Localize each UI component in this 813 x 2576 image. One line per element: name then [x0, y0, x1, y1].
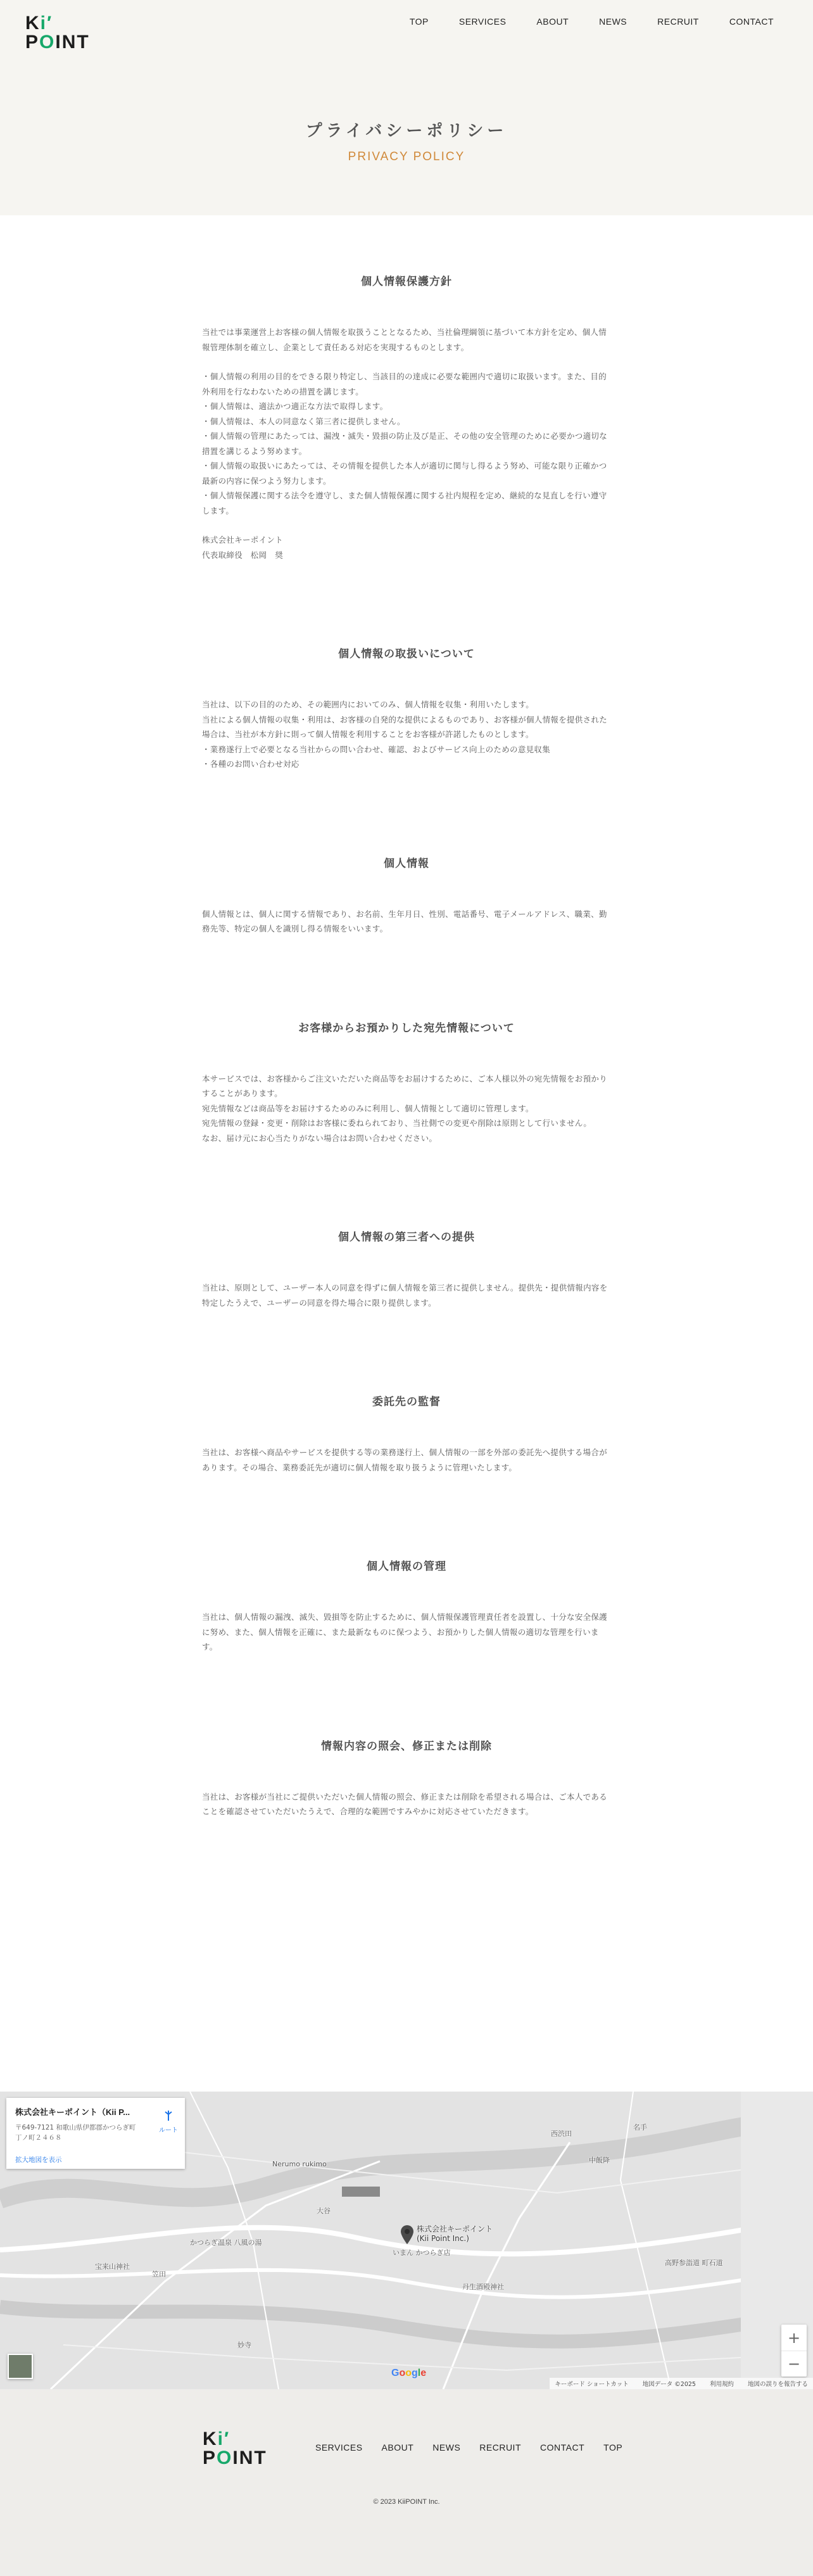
site-header [0, 0, 813, 215]
nav-link-recruit[interactable]: RECRUIT [657, 16, 699, 27]
site-footer [0, 2389, 813, 2576]
nav-link-contact[interactable]: CONTACT [729, 16, 774, 27]
map-satellite-toggle[interactable] [8, 2354, 33, 2379]
map-label: Nerumo rukimo [272, 2160, 327, 2168]
nav-link-services[interactable]: SERVICES [458, 16, 507, 27]
map-label: 大谷 [317, 2207, 331, 2215]
map-zoom-out-button[interactable]: − [781, 2351, 807, 2377]
map-attribution-bar [550, 2378, 813, 2389]
map-marker-label: 株式会社キーポイント (Kii Point Inc.) [417, 2225, 493, 2243]
section-paragraph: 当社では事業運営上お客様の個人情報を取扱うこととなるため、当社倫理綱領に基づいて本方針を定め、個人情報管理体制を確立し、企業として責任ある対応を実現するものとします。 [202, 327, 607, 352]
footer-link-recruit[interactable]: RECRUIT [479, 2442, 522, 2453]
nav-link-news[interactable]: NEWS [599, 16, 627, 27]
section-heading: 情報内容の照会、修正または削除 [321, 1739, 492, 1753]
footer-link-news[interactable]: NEWS [432, 2442, 461, 2453]
map-label: いまん かつらぎ店 [393, 2249, 451, 2257]
map-label: 名手 [633, 2123, 647, 2131]
section-heading: 個人情報の取扱いについて [338, 648, 475, 660]
section-paragraph: 個人情報とは、個人に関する情報であり、お名前、生年月日、性別、電話番号、電子メールアドレス、職業、勤務先等、特定の個人を識別し得る情報をいいます。 [202, 909, 607, 933]
section-paragraph: 当社は、お客様が当社にご提供いただいた個人情報の照会、修正または削除を希望される場合は、ご本人であることを確認させていただいたうえで、合理的な範囲ですみやかに対応させていただきます。 [202, 1791, 608, 1816]
policy-content [0, 215, 813, 2092]
map-place-card [6, 2098, 185, 2169]
section-heading: 個人情報保護方針 [361, 275, 452, 288]
section-paragraph: 当社は、以下の目的のため、その範囲内においてのみ、個人情報を収集・利用いたします。 当社による個人情報の収集・利用は、お客様の自発的な提供によるものであり、お客様が個人情報を提供された場合は、当社が本方針に則って個人情報を利用することをお客様が許諾したものとします。 ・業務遂行上で必要となる当社からの問い合わせ、確認、およびサービス向上のための意見収集 ・各種のお問い合わせ対応 [202, 700, 608, 769]
page-hero [0, 118, 813, 164]
nav-link-top[interactable]: TOP [409, 16, 429, 27]
nav-link-about[interactable]: ABOUT [536, 16, 569, 27]
map-zoom-in-button[interactable]: + [787, 2328, 801, 2347]
section-contractor-supervision [202, 1392, 611, 1475]
google-logo: Google [391, 2368, 427, 2378]
map-label: 丹生酒殿神社 [462, 2283, 504, 2291]
section-paragraph: 当社は、お客様へ商品やサービスを提供する等の業務遂行上、個人情報の一部を外部の委託先へ提供する場合があります。その場合、業務委託先が適切に個人情報を取り扱うように管理いたします。 [202, 1448, 608, 1472]
section-privacy-protection-policy [202, 272, 611, 562]
directions-icon [162, 2109, 175, 2122]
copyright: © 2023 KiiPOINT Inc. [373, 2498, 440, 2506]
section-signature: 株式会社キーポイント 代表取締役 松岡 奨 [202, 535, 284, 560]
embedded-map[interactable] [0, 2092, 813, 2389]
section-heading: 個人情報の第三者への提供 [338, 1231, 475, 1244]
map-label: 西渋田 [551, 2130, 572, 2138]
company-logo[interactable]: Ki′ POINT [25, 13, 90, 53]
footer-link-top[interactable]: TOP [603, 2442, 623, 2453]
map-label: 宝来山神社 [95, 2263, 130, 2271]
page-subtitle: PRIVACY POLICY [348, 150, 465, 163]
section-address-info [202, 1019, 611, 1146]
section-heading: お客様からお預かりした宛先情報について [298, 1021, 515, 1035]
map-data-attribution: 地図データ ©2025 [642, 2381, 696, 2388]
footer-logo[interactable]: Ki′ POINT [203, 2428, 267, 2468]
footer-nav [315, 2442, 622, 2453]
section-heading: 個人情報 [384, 857, 429, 870]
map-terms-link[interactable]: 利用規約 [709, 2381, 734, 2388]
section-paragraph: ・個人情報の利用の目的をできる限り特定し、当該目的の達成に必要な範囲内で適切に取扱います。また、目的外利用を行なわないための措置を講じます。 ・個人情報は、適法かつ適正な方法で取得します。 ・個人情報は、本人の同意なく第三者に提供しません。 ・個人情報の管理にあたっては、漏洩・滅失・毀損の防止及び是正、その他の安全管理のために必要かつ適切な措置を講じるよう努めます。 ・個人情報の取扱いにあたっては、その情報を提供した本人が適切に関与し得るよう努め、可能な限り正確かつ最新の内容に保つよう努力します。 ・個人情報保護に関する法令を遵守し、また個人情報保護に関する社内規程を定め、継続的な見直しを行い遵守します。 [202, 372, 608, 515]
map-label: 中飯降 [589, 2156, 610, 2164]
map-label: 妙寺 [237, 2341, 251, 2349]
map-view-larger-link[interactable]: 拡大地図を表示 [15, 2156, 62, 2164]
section-paragraph: 当社は、原則として、ユーザー本人の同意を得ずに個人情報を第三者に提供しません。提供先・提供情報内容を特定したうえで、ユーザーの同意を得た場合に限り提供します。 [202, 1283, 608, 1308]
section-heading: 委託先の監督 [372, 1396, 441, 1408]
page-title: プライバシーポリシー [305, 122, 508, 141]
footer-link-services[interactable]: SERVICES [315, 2442, 363, 2453]
main-nav [410, 16, 774, 27]
section-paragraph: 本サービスでは、お客様からご注文いただいた商品等をお届けするために、ご本人様以外の宛先情報をお預かりすることがあります。 宛先情報などは商品等をお届けするためのみに利用し、個人情報として適切に管理します。 宛先情報の登録・変更・削除はお客様に委ねられており、当社側での変更や削除は原則として行いません。 なお、届け元にお心当たりがない場合はお問い合わせください。 [202, 1073, 608, 1143]
map-directions-button[interactable]: ルート [156, 2109, 181, 2134]
map-keyboard-shortcuts-link[interactable]: キーボード ショートカット [555, 2381, 629, 2388]
section-handling-of-personal-info [202, 645, 611, 772]
section-info-management [202, 1557, 611, 1655]
map-label: かつらぎ温泉 八風の湯 [190, 2238, 262, 2247]
section-third-party-provision [202, 1228, 611, 1310]
section-paragraph: 当社は、個人情報の漏洩、滅失、毀損等を防止するために、個人情報保護管理責任者を設置し、十分な安全保護に努め、また、個人情報を正確に、また最新なものに保つよう、お預かりした個人情報の適切な管理を行います。 [202, 1612, 608, 1651]
map-label: 高野参詣道 町石道 [665, 2259, 723, 2267]
footer-link-about[interactable]: ABOUT [381, 2442, 414, 2453]
section-personal-info [202, 854, 611, 937]
section-heading: 個人情報の管理 [367, 1560, 446, 1573]
map-report-error-link[interactable]: 地図の誤りを報告する [747, 2381, 808, 2388]
map-marker-icon[interactable] [400, 2225, 414, 2245]
footer-link-contact[interactable]: CONTACT [540, 2442, 585, 2453]
map-zoom-controls [781, 2325, 807, 2377]
section-inquiry-correction-deletion [202, 1737, 611, 1819]
map-place-name: 株式会社キーポイント（Kii P... [15, 2107, 130, 2117]
map-place-address: 〒649-7121 和歌山県伊都郡かつらぎ町丁ノ町２４６８ [15, 2124, 136, 2142]
map-label: 笠田 [152, 2270, 166, 2278]
